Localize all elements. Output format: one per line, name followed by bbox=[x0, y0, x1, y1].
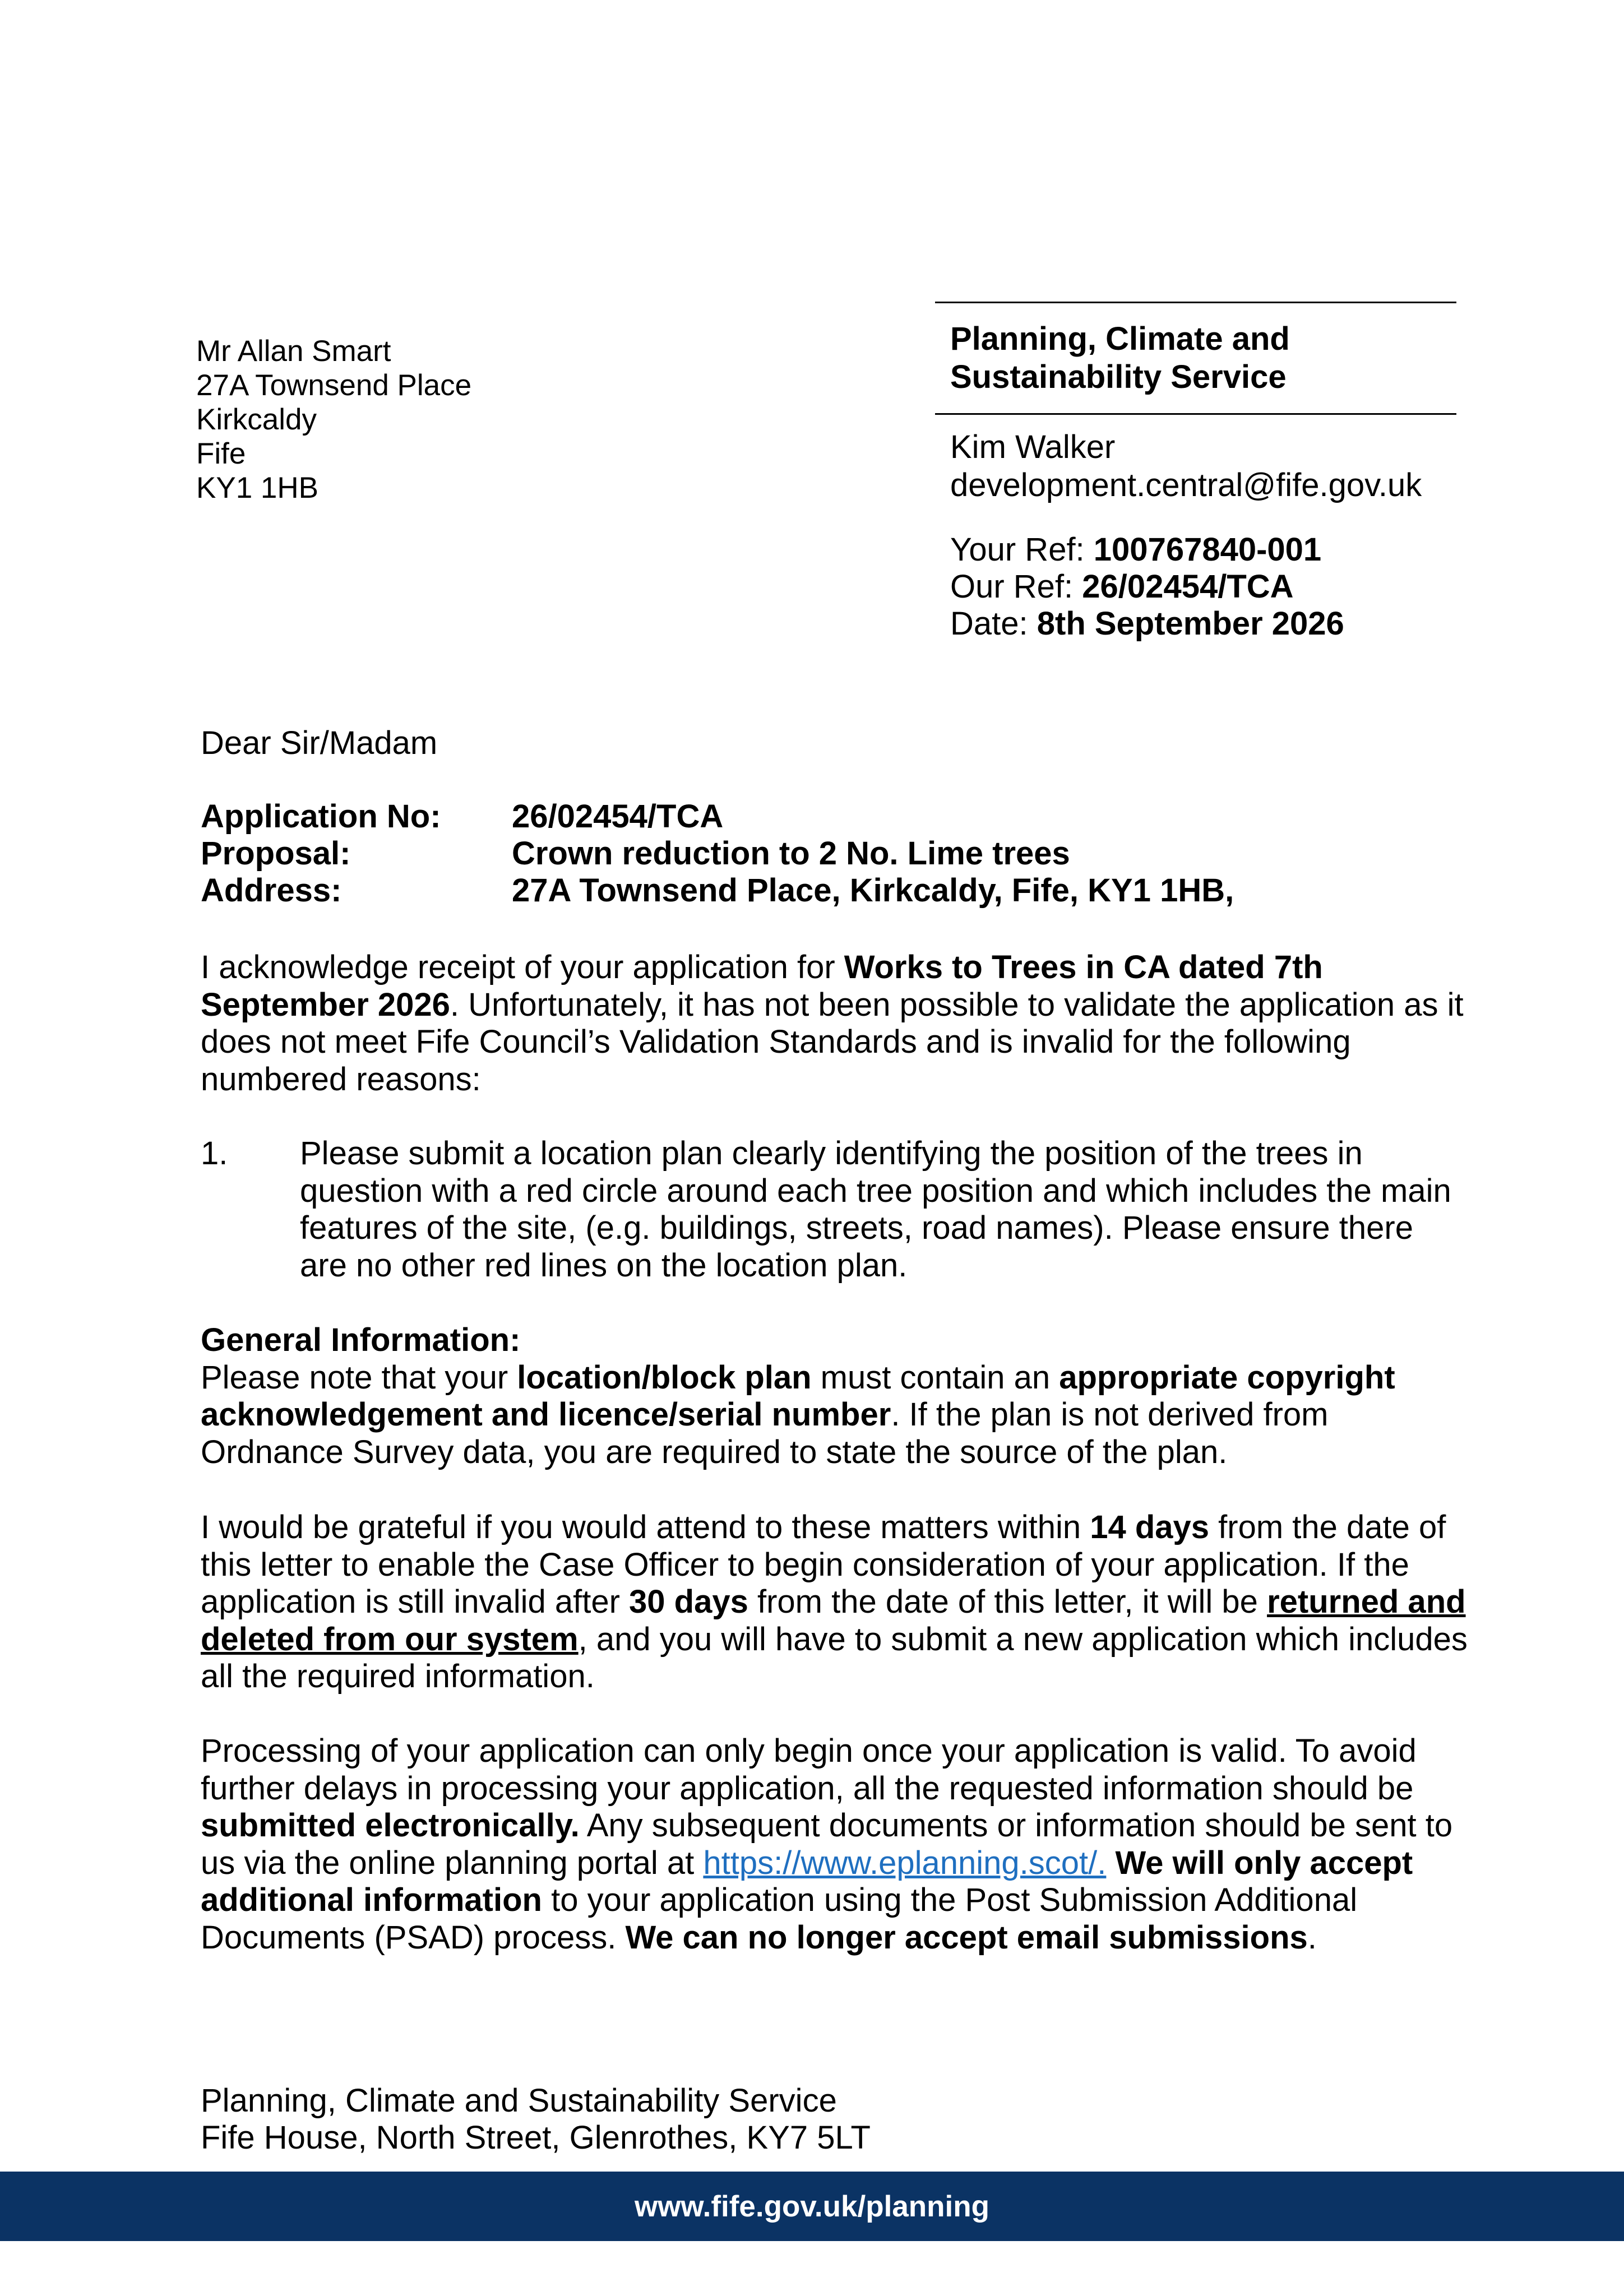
sender-contact bbox=[950, 428, 1422, 504]
your-ref-value: 100767840-001 bbox=[1093, 531, 1322, 568]
footer-website-link[interactable]: www.fife.gov.uk/planning bbox=[634, 2189, 990, 2223]
service-name-line: Sustainability Service bbox=[950, 359, 1287, 395]
greeting: Dear Sir/Madam bbox=[201, 725, 438, 761]
general-information-heading: General Information: bbox=[201, 1322, 521, 1358]
footer-service-name: Planning, Climate and Sustainability Service bbox=[201, 2082, 837, 2119]
footer-postal-address: Fife House, North Street, Glenrothes, KY7 5LT bbox=[201, 2119, 871, 2156]
footer-address bbox=[201, 2082, 871, 2156]
your-ref: Your Ref: 100767840-001 bbox=[950, 531, 1322, 568]
recipient-address-line: Kirkcaldy bbox=[196, 403, 317, 436]
reason-number: 1. bbox=[201, 1135, 228, 1172]
recipient-address-line: Fife bbox=[196, 437, 246, 470]
application-no-row: Application No: 26/02454/TCA bbox=[201, 798, 724, 835]
officer-email: development.central@fife.gov.uk bbox=[950, 467, 1422, 503]
application-no-value: 26/02454/TCA bbox=[512, 798, 724, 835]
service-name-line: Planning, Climate and bbox=[950, 321, 1290, 357]
header-rule-bottom bbox=[935, 413, 1456, 415]
application-details bbox=[201, 798, 1234, 909]
recipient-address-line: 27A Townsend Place bbox=[196, 369, 472, 402]
proposal-value: Crown reduction to 2 No. Lime trees bbox=[512, 835, 1070, 872]
proposal-row: Proposal: Crown reduction to 2 No. Lime trees bbox=[201, 835, 1070, 872]
footer-band bbox=[0, 2172, 1624, 2241]
recipient-address bbox=[196, 334, 471, 505]
letter-date-value: 8th September 2026 bbox=[1037, 605, 1344, 642]
our-ref-value: 26/02454/TCA bbox=[1082, 568, 1294, 605]
recipient-postcode: KY1 1HB bbox=[196, 471, 319, 504]
reason-list-item bbox=[201, 1135, 1468, 1284]
reason-text: Please submit a location plan clearly identifying the position of the trees in question with a red circle around each tree position and which includes the main features of the site, (e.g. buildings, streets, road names). Please ensure there are no other red lines on the location plan. bbox=[300, 1135, 1451, 1284]
processing-paragraph: Processing of your application can only begin once your application is valid. To avoid further delays in processing your application, all the requested information should be submitted electronically. Any subsequent documents or information should be sent to us via the online planning portal at https://www.eplanning.scot/. We will only accept additional information to your application using the Post Submission Additional Documents (PSAD) process. We can no longer accept email submissions. bbox=[201, 1733, 1453, 1956]
our-ref: Our Ref: 26/02454/TCA bbox=[950, 568, 1294, 605]
address-value: 27A Townsend Place, Kirkcaldy, Fife, KY1 1HB, bbox=[512, 872, 1234, 909]
officer-name: Kim Walker bbox=[950, 429, 1116, 465]
address-row: Address: 27A Townsend Place, Kirkcaldy, Fife, KY1 1HB, bbox=[201, 872, 1234, 909]
reference-block bbox=[950, 531, 1344, 642]
letter-date: Date: 8th September 2026 bbox=[950, 605, 1344, 642]
header-rule-top bbox=[935, 302, 1456, 303]
eplanning-link[interactable]: https://www.eplanning.scot/. bbox=[703, 1844, 1107, 1881]
acknowledgement-paragraph: I acknowledge receipt of your application for Works to Trees in CA dated 7th September 2026. Unfortunately, it has not been possible to validate the application as it does not meet Fife Council’s Validation Standards and is invalid for the following numbered reasons: bbox=[201, 949, 1464, 1098]
sender-service bbox=[950, 320, 1290, 396]
deadline-paragraph: I would be grateful if you would attend to these matters within 14 days from the date of this letter to enable the Case Officer to begin consideration of your application. If the application is still invalid after 30 days from the date of this letter, it will be returned and deleted from our system, and you will have to submit a new application which includes all the required information. bbox=[201, 1509, 1468, 1695]
recipient-name: Mr Allan Smart bbox=[196, 335, 391, 368]
general-information: General Information: Please note that your location/block plan must contain an appropriate copyright acknowledgement and licence/serial number. If the plan is not derived from Ordnance Survey data, you are required to state the source of the plan. bbox=[201, 1322, 1395, 1470]
